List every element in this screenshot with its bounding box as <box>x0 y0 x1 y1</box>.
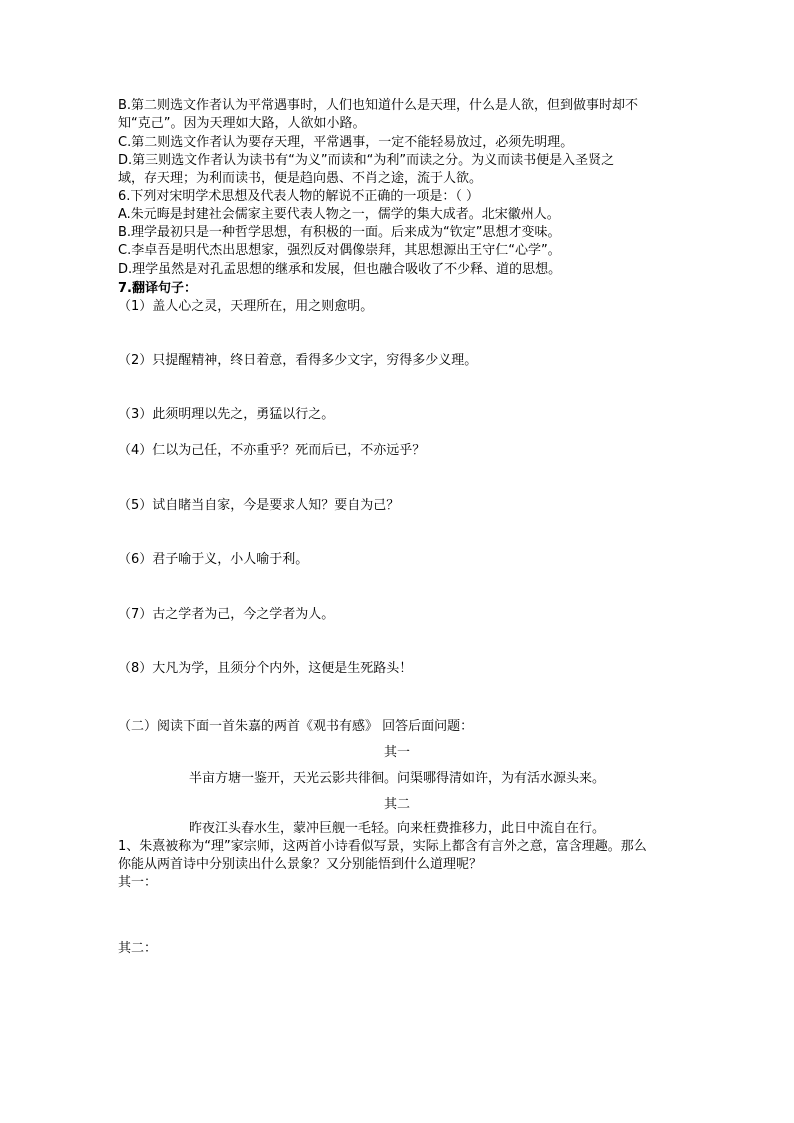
q7-item-7: （7）古之学者为己，今之学者为人。 <box>118 607 335 622</box>
q5-option-d-line1: D.第三则选文作者认为读书有“为义”而读和“为利”而读之分。为义而读书便是入圣贤之 <box>118 153 615 168</box>
part2-question-line2: 你能从两首诗中分别读出什么景象？又分别能悟到什么道理呢？ <box>118 857 483 872</box>
poem2-text: 昨夜江头春水生，蒙冲巨舰一毛轻。向来枉费推移力，此日中流自在行。 <box>188 821 605 836</box>
q6-stem: 6.下列对宋明学术思想及代表人物的解说不正确的一项是：（ ） <box>118 189 480 204</box>
q7-item-2: （2）只提醒精神，终日着意，看得多少文字，穷得多少义理。 <box>118 353 478 368</box>
q6-option-d: D.理学虽然是对孔孟思想的继承和发展，但也融合吸收了不少释、道的思想。 <box>118 262 562 277</box>
q7-item-4: （4）仁以为己任，不亦重乎？死而后已，不亦远乎？ <box>118 443 426 458</box>
q5-option-c: C.第二则选文作者认为要存天理，平常遇事，一定不能轻易放过，必须先明理。 <box>118 135 574 150</box>
q7-item-6: （6）君子喻于义，小人喻于利。 <box>118 552 309 567</box>
q5-option-b-line2: 知“克己”。因为天理如大路，人欲如小路。 <box>118 116 366 131</box>
q5-option-b-line1: B.第二则选文作者认为平常遇事时，人们也知道什么是天理，什么是人欲，但到做事时却不 <box>118 98 639 113</box>
q6-option-c: C.李卓吾是明代杰出思想家，强烈反对偶像崇拜，其思想源出王守仁“心学”。 <box>118 243 561 258</box>
q6-option-b: B.理学最初只是一种哲学思想，有积极的一面。后来成为“钦定”思想才变味。 <box>118 225 561 240</box>
q7-item-8: （8）大凡为学，且须分个内外，这便是生死路头！ <box>118 661 413 676</box>
q6-option-a: A.朱元晦是封建社会儒家主要代表人物之一，儒学的集大成者。北宋徽州人。 <box>118 207 560 222</box>
poem2-title: 其二 <box>383 797 410 812</box>
answer2-label: 其二： <box>118 941 158 956</box>
q7-item-1: （1）盖人心之灵，天理所在，用之则愈明。 <box>118 299 374 314</box>
poem1-title: 其一 <box>383 745 410 760</box>
part2-question-line1: 1、朱熹被称为“理”家宗师，这两首小诗看似写景，实际上都含有言外之意，富含理趣。那么 <box>118 839 647 854</box>
answer1-label: 其一： <box>118 875 158 890</box>
q7-item-3: （3）此须明理以先之，勇猛以行之。 <box>118 407 335 422</box>
q7-item-5: （5）试自睹当自家，今是要求人知？要自为己？ <box>118 498 400 513</box>
q7-title: 7.翻译句子： <box>118 281 197 296</box>
poem1-text: 半亩方塘一鉴开，天光云影共徘徊。问渠哪得清如许，为有活水源头来。 <box>188 771 605 786</box>
part2-heading: （二）阅读下面一首朱嘉的两首《观书有感》 回答后面问题： <box>118 719 474 734</box>
q5-option-d-line2: 域，存天理；为利而读书，便是趋向愚、不肖之途，流于人欲。 <box>118 171 483 186</box>
